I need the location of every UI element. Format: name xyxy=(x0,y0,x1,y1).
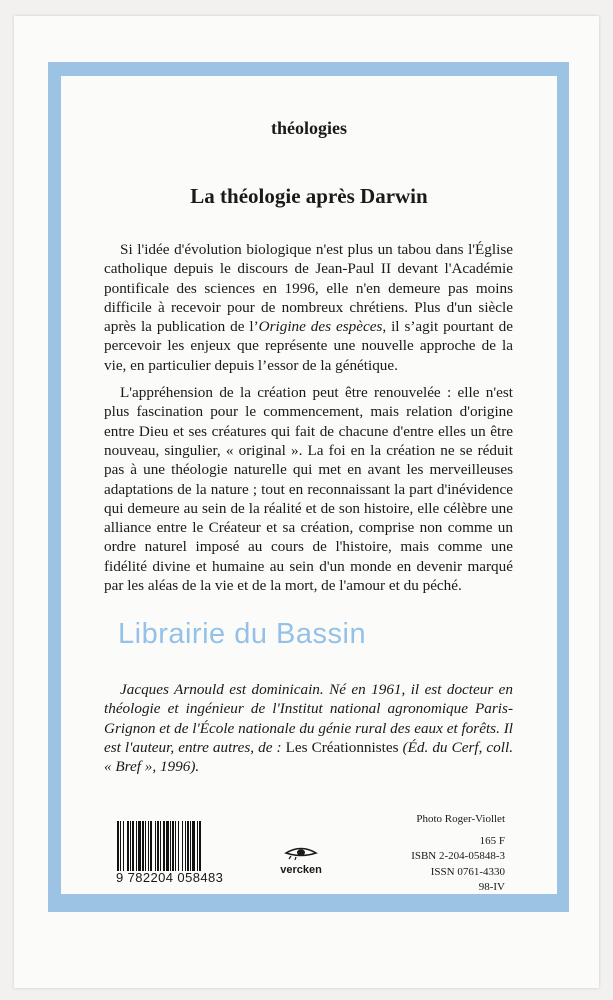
blurb-paragraph-2: L'appréhension de la création peut être renouvelée : elle n'est plus fascination pour le commencement, mais relation d'origine entre Dieu et ses créatures qui fait de chacune d'entre elles un être nouveau, singulier, « original ». La foi en la création ne se réduit pas à une théologie naturelle qui met en avant les merveilleuses adaptations de la nature ; tout en reconnaissant la part d'inévidence qui demeure au sein de la réalité et de son histoire, elle célèbre une alliance entre le Créateur et sa création, comprise non comme un ordre naturel imposé au cours de l'histoire, mais comme une fidélité divine et humaine au sein d'un monde en devenir marqué par les aléas de la vie et de la mort, de l'amour et du péché. xyxy=(104,384,513,595)
barcode-bar xyxy=(199,821,201,871)
book-title: La théologie après Darwin xyxy=(190,184,428,208)
publisher-name: vercken xyxy=(280,864,322,876)
author-bio: Jacques Arnould est dominicain. Né en 1961, il est docteur en théologie et ingénieur de l'Institut national agronomique Paris-Grignon et de l'École nationale du génie rural des eaux et forêts. Il est l'auteur, entre autres, de : xyxy=(104,681,513,756)
barcode-bar xyxy=(192,821,195,871)
barcode-bar xyxy=(182,821,183,871)
barcode-bars xyxy=(116,821,232,871)
author-bio-end: (Éd. du Cerf, coll. « Bref », 1996). xyxy=(104,738,513,776)
blurb-paragraph-1 xyxy=(104,240,513,375)
barcode-bar xyxy=(197,821,198,871)
barcode-bar xyxy=(123,821,124,871)
barcode-bar xyxy=(187,821,189,871)
barcode-bar xyxy=(185,821,186,871)
barcode-bar xyxy=(157,821,159,871)
blurb-text: , il s’agit pourtant de percevoir les enjeux que représente une nouvelle approche de la vie, en particulier depuis l’essor de la génétique. xyxy=(104,318,513,374)
barcode-bar xyxy=(160,821,161,871)
barcode-bar xyxy=(148,821,149,871)
eye-icon xyxy=(284,846,318,860)
barcode-bar xyxy=(172,821,174,871)
collection-name: théologies xyxy=(271,118,347,138)
seller-watermark: Librairie du Bassin xyxy=(118,618,367,650)
barcode-bar xyxy=(175,821,176,871)
price: 165 F xyxy=(479,834,505,847)
publication-info xyxy=(411,812,505,896)
barcode-bar xyxy=(132,821,134,871)
barcode-bar xyxy=(170,821,171,871)
photo-credit: Photo Roger-Viollet xyxy=(416,813,505,825)
publisher-logo xyxy=(274,846,328,876)
blurb-text: Si l'idée d'évolution biologique n'est plus un tabou dans l'Église catholique depuis le discours de Jean-Paul II devant l'Académie pontificale des sciences en 1996, elle n'en demeure pas moins difficile à recevoir pour de nombreux chrétiens. Plus d'un siècle après la publication de l’ xyxy=(104,241,513,336)
cited-work-title: Origine des espèces xyxy=(258,318,383,336)
barcode-bar xyxy=(117,821,119,871)
isbn: ISBN 2-204-05848-3 xyxy=(411,850,505,862)
barcode-bar xyxy=(178,821,179,871)
author-note xyxy=(104,680,513,776)
barcode xyxy=(116,821,232,883)
barcode-bar xyxy=(120,821,121,871)
barcode-bar xyxy=(155,821,156,871)
issn: ISSN 0761-4330 xyxy=(430,865,505,878)
barcode-bar xyxy=(127,821,129,871)
barcode-bar xyxy=(150,821,152,871)
blurb xyxy=(104,240,513,595)
text-panel xyxy=(61,76,557,894)
barcode-bar xyxy=(142,821,144,871)
barcode-bar xyxy=(163,821,165,871)
barcode-bar xyxy=(166,821,169,871)
barcode-bar xyxy=(145,821,146,871)
barcode-bar xyxy=(136,821,137,871)
barcode-bar xyxy=(190,821,191,871)
barcode-digits: 9 782204 058483 xyxy=(116,870,224,885)
barcode-bar xyxy=(130,821,131,871)
catalog-code: 98-IV xyxy=(478,881,505,893)
cited-book-title: Les Créationnistes xyxy=(285,738,399,756)
barcode-bar xyxy=(138,821,141,871)
